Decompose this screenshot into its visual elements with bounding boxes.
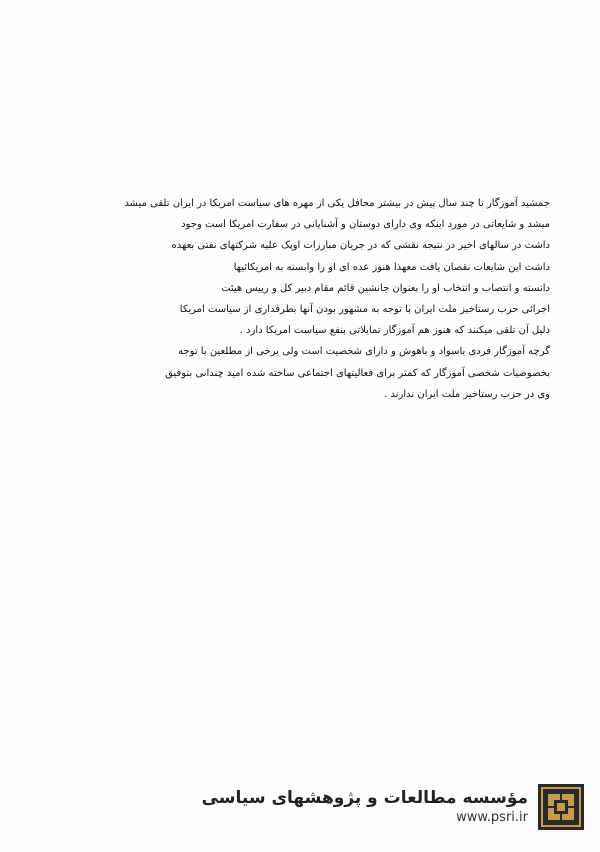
institute-footer — [202, 782, 584, 832]
institute-name: مؤسسه مطالعات و پژوهشهای سیاسی — [201, 788, 528, 808]
document-line-1: جمشید آموزگار تا چند سال پیش در بیشتر محافل یکی از مهره های سیاست امریکا در ایران تلقی میشد — [124, 198, 550, 209]
document-line-2: میشد و شایعاتی در مورد اینکه وی دارای دوستان و آشنایانی در سفارت امریکا است وجود — [181, 219, 550, 231]
document-body — [50, 193, 550, 405]
document-line-3: داشت در سالهای اخیر در نتیجه نقشی که در جریان مبارزات اوپک علیه شرکتهای نفتی بعهده — [171, 240, 550, 252]
document-line-7: دلیل آن تلقی میکنند که هنوز هم آموزگار تمایلاتی بنفع سیاست امریکا دارد . — [239, 325, 550, 337]
institute-website: www.psri.ir — [456, 810, 528, 825]
institute-logo-icon — [538, 784, 584, 830]
document-line-10: وی در حزب رستاخیز ملت ایران ندارند . — [384, 388, 550, 400]
document-line-9: بخصوصیات شخصی آموزگار که کمتر برای فعالیتهای اجتماعی ساخته شده امید چندانی بتوفیق — [165, 367, 550, 379]
document-line-4: داشت این شایعات نقصان یافت معهذا هنوز عده ای او را وابسته به امریکائیها — [233, 261, 550, 273]
document-line-6: اجرائی حزب رستاخیز ملت ایران با توجه به مشهور بودن آنها بطرفداری از سیاست امریکا — [179, 304, 550, 316]
document-line-5: دانسته و انتصاب و انتخاب او را بعنوان جانشین قائم مقام دبیر کل و رییس هیئت — [221, 282, 550, 294]
institute-footer-text — [202, 787, 528, 827]
document-line-8: گرچه آموزگار فردی باسواد و باهوش و دارای شخصیت است ولی برخی از مطلعین با توجه — [178, 346, 550, 358]
